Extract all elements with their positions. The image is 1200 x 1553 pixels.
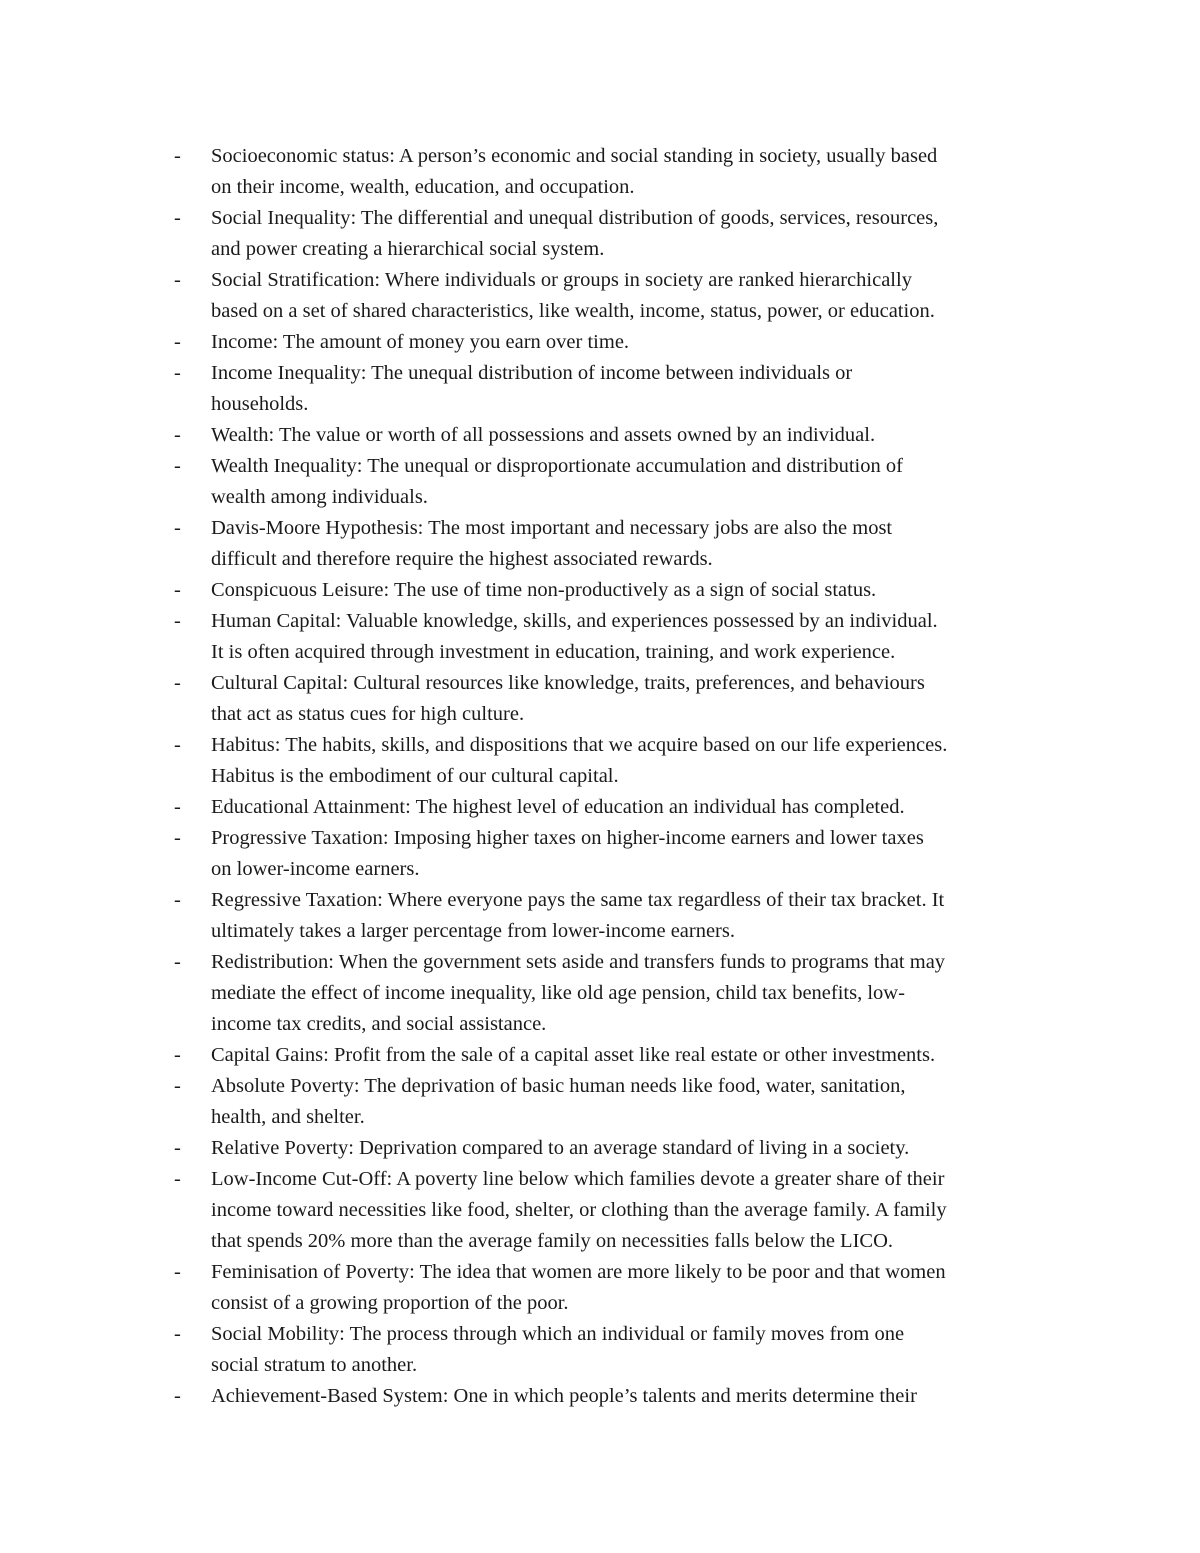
list-item <box>170 792 1070 823</box>
bullet-dash: - <box>174 827 181 849</box>
bullet-dash: - <box>174 455 181 477</box>
bullet-dash: - <box>174 1261 181 1283</box>
list-item <box>170 1257 1070 1319</box>
bullet-dash: - <box>174 734 181 756</box>
bullet-dash: - <box>174 1044 181 1066</box>
definition-line: Low-Income Cut-Off: A poverty line below which families devote a greater share of their <box>211 1168 945 1190</box>
definition-line: Cultural Capital: Cultural resources like knowledge, traits, preferences, and behaviours <box>211 672 925 694</box>
list-item <box>170 730 1070 792</box>
list-item <box>170 606 1070 668</box>
list-item <box>170 327 1070 358</box>
list-item <box>170 1133 1070 1164</box>
bullet-dash: - <box>174 672 181 694</box>
bullet-dash: - <box>174 424 181 446</box>
definition-line: Conspicuous Leisure: The use of time non-productively as a sign of social status. <box>211 579 877 601</box>
definition-line: Human Capital: Valuable knowledge, skills, and experiences possessed by an individual. <box>211 610 938 632</box>
definition-line: Achievement-Based System: One in which people’s talents and merits determine their <box>211 1385 917 1407</box>
definition-line: Social Mobility: The process through which an individual or family moves from one <box>211 1323 905 1345</box>
definition-line: income toward necessities like food, shelter, or clothing than the average family. A family <box>211 1199 947 1221</box>
definition-line: based on a set of shared characteristics, like wealth, income, status, power, or education. <box>211 300 935 322</box>
bullet-dash: - <box>174 1168 181 1190</box>
definition-line: Redistribution: When the government sets aside and transfers funds to programs that may <box>211 951 946 973</box>
bullet-dash: - <box>174 796 181 818</box>
definition-line: Social Inequality: The differential and unequal distribution of goods, services, resources, <box>211 207 939 229</box>
definition-line: difficult and therefore require the highest associated rewards. <box>211 548 713 570</box>
definition-line: health, and shelter. <box>211 1106 365 1128</box>
list-item <box>170 358 1070 420</box>
list-item <box>170 947 1070 1040</box>
definition-line: Capital Gains: Profit from the sale of a capital asset like real estate or other investments. <box>211 1044 936 1066</box>
list-item <box>170 885 1070 947</box>
definition-line: Habitus is the embodiment of our cultural capital. <box>211 765 619 787</box>
definition-line: Absolute Poverty: The deprivation of basic human needs like food, water, sanitation, <box>211 1075 906 1097</box>
definition-line: mediate the effect of income inequality, like old age pension, child tax benefits, low- <box>211 982 905 1004</box>
definition-line: Regressive Taxation: Where everyone pays the same tax regardless of their tax bracket. It <box>211 889 945 911</box>
definition-line: It is often acquired through investment in education, training, and work experience. <box>211 641 896 663</box>
list-item <box>170 668 1070 730</box>
bullet-dash: - <box>174 269 181 291</box>
list-item <box>170 1319 1070 1381</box>
bullet-dash: - <box>174 331 181 353</box>
definition-line: Educational Attainment: The highest level of education an individual has completed. <box>211 796 905 818</box>
list-item <box>170 1040 1070 1071</box>
bullet-dash: - <box>174 362 181 384</box>
bullet-dash: - <box>174 207 181 229</box>
bullet-dash: - <box>174 1137 181 1159</box>
bullet-dash: - <box>174 1323 181 1345</box>
bullet-dash: - <box>174 579 181 601</box>
definition-line: Income Inequality: The unequal distribution of income between individuals or <box>211 362 853 384</box>
definition-line: social stratum to another. <box>211 1354 418 1376</box>
list-item <box>170 203 1070 265</box>
bullet-dash: - <box>174 951 181 973</box>
list-item <box>170 575 1070 606</box>
list-item <box>170 823 1070 885</box>
bullet-dash: - <box>174 1075 181 1097</box>
definition-line: ultimately takes a larger percentage from lower-income earners. <box>211 920 735 942</box>
bullet-dash: - <box>174 1385 181 1407</box>
list-item <box>170 141 1070 203</box>
definition-line: Feminisation of Poverty: The idea that women are more likely to be poor and that women <box>211 1261 946 1283</box>
list-item <box>170 513 1070 575</box>
list-item <box>170 451 1070 513</box>
definition-line: households. <box>211 393 309 415</box>
definition-line: Progressive Taxation: Imposing higher taxes on higher-income earners and lower taxes <box>211 827 924 849</box>
bullet-dash: - <box>174 610 181 632</box>
definition-line: and power creating a hierarchical social system. <box>211 238 605 260</box>
list-item <box>170 1381 1070 1412</box>
definition-line: wealth among individuals. <box>211 486 428 508</box>
definition-line: Wealth Inequality: The unequal or disproportionate accumulation and distribution of <box>211 455 903 477</box>
definition-line: income tax credits, and social assistance. <box>211 1013 547 1035</box>
definition-line: on their income, wealth, education, and occupation. <box>211 176 635 198</box>
bullet-dash: - <box>174 889 181 911</box>
definition-line: Relative Poverty: Deprivation compared to an average standard of living in a society. <box>211 1137 910 1159</box>
definition-line: Davis-Moore Hypothesis: The most important and necessary jobs are also the most <box>211 517 893 539</box>
list-item <box>170 420 1070 451</box>
definition-line: consist of a growing proportion of the poor. <box>211 1292 569 1314</box>
definition-line: Habitus: The habits, skills, and dispositions that we acquire based on our life experiences. <box>211 734 948 756</box>
list-item <box>170 1071 1070 1133</box>
definition-line: Socioeconomic status: A person’s economic and social standing in society, usually based <box>211 145 938 167</box>
definition-line: that act as status cues for high culture. <box>211 703 525 725</box>
bullet-dash: - <box>174 517 181 539</box>
definition-line: Wealth: The value or worth of all possessions and assets owned by an individual. <box>211 424 876 446</box>
bullet-dash: - <box>174 145 181 167</box>
definition-line: Income: The amount of money you earn over time. <box>211 331 630 353</box>
definition-line: that spends 20% more than the average family on necessities falls below the LICO. <box>211 1230 893 1252</box>
definition-line: on lower-income earners. <box>211 858 420 880</box>
glossary-list <box>170 141 1070 1412</box>
list-item <box>170 1164 1070 1257</box>
definition-line: Social Stratification: Where individuals or groups in society are ranked hierarchically <box>211 269 912 291</box>
list-item <box>170 265 1070 327</box>
